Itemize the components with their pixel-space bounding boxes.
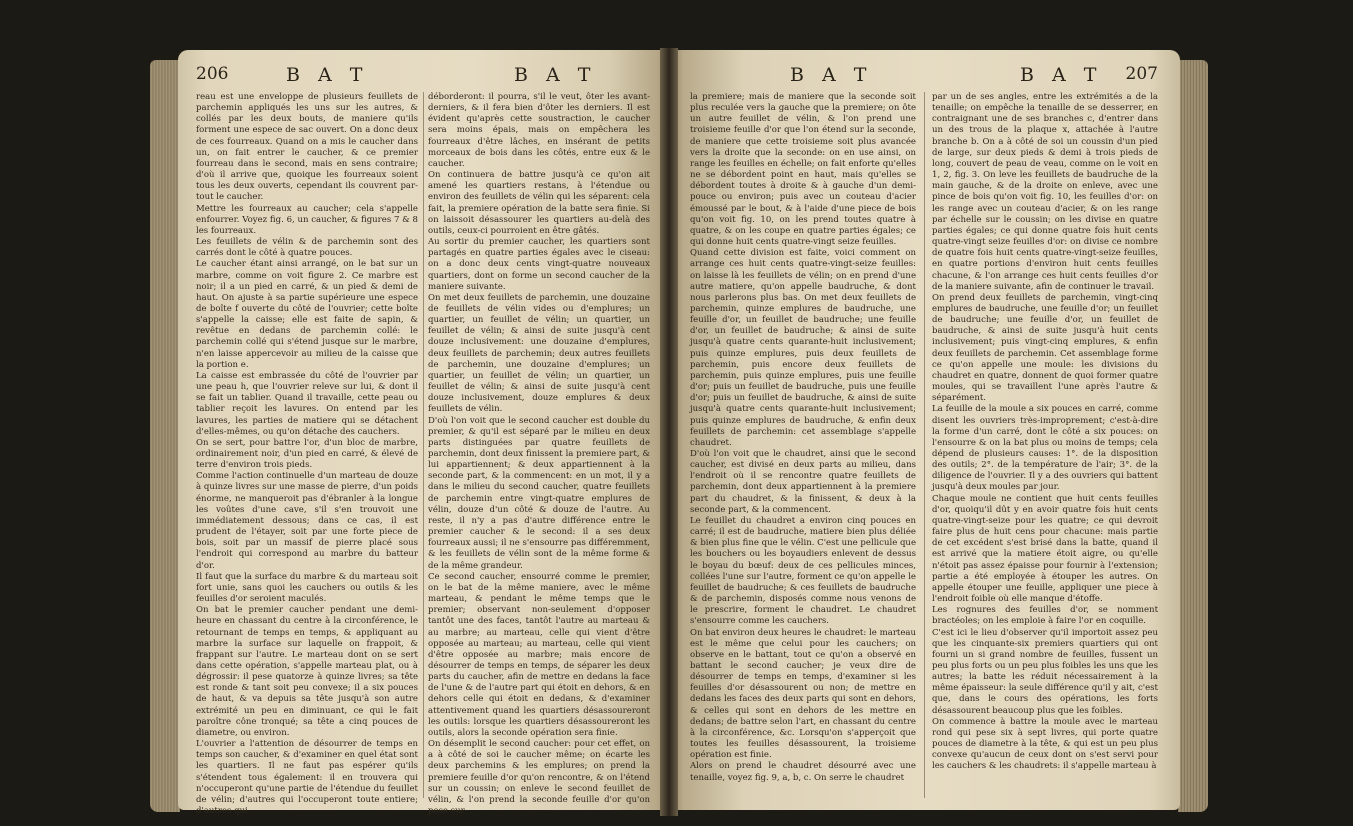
right-running-head-1: B A T <box>790 64 873 86</box>
right-running-head-2: B A T <box>1020 64 1103 86</box>
right-page-header <box>690 64 1158 86</box>
left-page-edges <box>150 60 180 812</box>
left-page-number: 206 <box>196 64 229 84</box>
left-running-head-2: B A T <box>514 64 597 86</box>
left-page-column-2: déborderont: il pourra, s'il le veut, ôter les avant-derniers, & il fera bien d'ôter les derniers. Il est évident qu'après cette soustraction, le caucher sera moins épais, mais on empêchera les fourreaux d'être lâches, en insérant de petits morceaux de bois dans les côtés, entre eux & le caucher. On continuera de battre jusqu'à ce qu'on ait amené les quartiers restans, à l'étendue ou environ des feuillets de vélin qui les séparent: cela fait, la premiere opération de la batte sera finie. Si on laissoit désassourer les quartiers au-delà des outils, ceux-ci pourroient en être gâtés. Au sortir du premier caucher, les quartiers sont partagés en quatre parties égales avec le ciseau: on a donc deux cents vingt-quatre nouveaux quartiers, dont on forme un second caucher de la maniere suivante. On met deux feuillets de parchemin, une douzaine de feuillets de vélin vides ou d'emplures; un quartier, un feuillet de vélin; un quartier, un feuillet de vélin; & ainsi de suite jusqu'à cent douze inclusivement: une douzaine d'emplures, deux feuillets de parchemin; deux autres feuillets de parchemin, une douzaine d'emplures; un quartier, un feuillet de vélin; un quartier, un feuillet de vélin; & ainsi de suite jusqu'à cent douze inclusivement, douze emplures & deux feuillets de vélin. D'où l'on voit que le second caucher est double du premier, & qu'il est séparé par le milieu en deux parts distinguées par quatre feuillets de parchemin, dont deux finissent la premiere part, & lui appartiennent; & deux appartiennent à la seconde part, & la commencent: en un mot, il y a dans le milieu du second caucher, quatre feuillets de parchemin entre vingt-quatre emplures de vélin, douze d'un côté & douze de l'autre. Au reste, il n'y a pas d'autre différence entre le premier caucher & le second: il a ses deux fourreaux aussi; il ne s'ensourre pas différemment, & les feuillets de vélin sont de la même forme & de la même grandeur. Ce second caucher, ensourré comme le premier, on le bat de la même maniere, avec le même marteau, & pendant le même temps que le premier; observant non-seulement d'opposer tantôt une des faces, tantôt l'autre au marteau & au marbre; au marteau, celle qui vient d'être opposée au marteau; au marteau, celle qui vient d'être opposée au marbre; mais encore de désourrer de temps en temps, de séparer les deux parts du caucher, afin de mettre en dedans la face de l'une & de l'autre part qui étoit en dehors, & en dehors celle qui étoit en dedans, & d'examiner attentivement quand les quartiers désassoureront les outils: lorsque les quartiers désassoureront les outils, alors la seconde opération sera finie. On désemplit le second caucher: pour cet effet, on a à côté de soi le caucher même; on écarte les deux parchemins & les emplures; on prend la premiere feuille d'or qu'on rencontre, & on l'étend sur un coussin; on enleve le second feuillet de vélin, & l'on prend la seconde feuille d'or qu'on pose sur <box>428 92 650 816</box>
right-page-edges <box>1178 60 1208 812</box>
book-gutter <box>660 48 678 816</box>
right-page-column-2: par un de ses angles, entre les extrémités a de la tenaille; on empêche la tenaille de se desserrer, en contraignant une de ses branches c, d'entrer dans un des trous de la plaque x, attachée à l'autre branche b. On a à côté de soi un coussin d'un pied de large, sur deux pieds & demi à trois pieds de long, couvert de peau de veau, comme on le voit en 1, 2, fig. 3. On leve les feuillets de baudruche de la main gauche, & de la droite on enleve, avec une pince de bois qu'on voit fig. 10, les feuilles d'or: on les range avec un couteau d'acier, & on les range par échelle sur le coussin; on les divise en quatre parties égales; ce qui donne quatre fois huit cents quatre-vingt seize feuilles d'or: on divise ce nombre de quatre fois huit cents quatre-vingt-seize feuilles, en quatre portions d'environ huit cents feuilles chacune, & l'on arrange ces huit cents feuilles d'or de la maniere suivante, afin de continuer le travail. On prend deux feuillets de parchemin, vingt-cinq emplures de baudruche, une feuille d'or; un feuillet de baudruche; une feuille d'or, un feuillet de baudruche, & ainsi de suite jusqu'à huit cents inclusivement; puis vingt-cinq emplures, & enfin deux feuillets de parchemin. Cet assemblage forme ce qu'on appelle une moule: les divisions du chaudret en quatre, donnent de quoi former quatre moules, qui se travaillent l'une après l'autre & séparément. La feuille de la moule a six pouces en carré, comme disent les ouvriers très-improprement; c'est-à-dire la forme d'un carré, dont le côté a six pouces: on l'ensourre & on la bat plus ou moins de temps; cela dépend de plusieurs causes: 1°. de la disposition des outils; 2°. de la température de l'air; 3°. de la diligence de l'ouvrier. Il y a des ouvriers qui battent jusqu'à deux moules par jour. Chaque moule ne contient que huit cents feuilles d'or, quoiqu'il dût y en avoir quatre fois huit cents quatre-vingt-seize pour les quatre; ce qui devroit faire plus de huit cens pour chacune: mais partie de cet excédent s'est brisé dans la batte, quand il est arrivé que la matiere étoit aigre, ou qu'elle n'étoit pas assez épaisse pour fournir à l'extension; partie a été employée à étouper les autres. On appelle étouper une feuille, appliquer une piece à l'endroit foible où elle manque d'étoffe. Les rognures des feuilles d'or, se nomment bractéoles; on les emploie à faire l'or en coquille. C'est ici le lieu d'observer qu'il importoit assez peu que les cinquante-six premiers quartiers qui ont fourni un si grand nombre de feuilles, fussent un peu plus forts ou un peu plus foibles les uns que les autres; la batte les réduit nécessairement à la même épaisseur: la seule différence qu'il y ait, c'est que, dans le cours des opérations, les forts désassourent beaucoup plus que les foibles. On commence à battre la moule avec le marteau rond qui pese six à sept livres, qui porte quatre pouces de diametre à la tête, & qui est un peu plus convexe qu'aucun de ceux dont on s'est servi pour les cauchers & les chaudrets: il s'appelle marteau à <box>932 92 1158 772</box>
right-column-rule <box>924 92 925 798</box>
left-running-head-1: B A T <box>286 64 369 86</box>
right-page <box>668 50 1180 810</box>
right-page-number: 207 <box>1125 64 1158 84</box>
left-column-rule <box>423 92 424 798</box>
right-page-column-1: la premiere; mais de maniere que la seconde soit plus reculée vers la gauche que la premiere; on ôte un autre feuillet de vélin, & l'on prend une troisieme feuille d'or que l'on étend sur la seconde, de maniere que cette troisieme soit plus avancée vers la droite que la seconde: on en use ainsi, on range les feuilles en échelle; on fait enforte qu'elles ne se débordent point en haut, mais qu'elles se débordent toutes à droite & à gauche d'un demi-pouce ou environ; puis avec un couteau d'acier émoussé par le bout, & à l'aide d'une piece de bois qu'on voit fig. 10, on les prend toutes quatre à quatre, & on les coupe en quatre parties égales; ce qui donne huit cents quatre-vingt seize feuilles. Quand cette division est faite, voici comment on arrange ces huit cents quatre-vingt-seize feuilles: on laisse là les feuillets de vélin; on en prend d'une autre matiere, qu'on appelle baudruche, & dont nous parlerons plus bas. On met deux feuillets de parchemin, quinze emplures de baudruche, une feuille d'or, un feuillet de baudruche; une feuille d'or, un feuillet de baudruche; & ainsi de suite jusqu'à quatre cents quarante-huit inclusivement; puis quinze emplures, puis deux feuillets de parchemin, puis encore deux feuillets de parchemin, puis quinze emplures, puis une feuille d'or; puis un feuillet de baudruche, puis une feuille d'or; puis un feuillet de baudruche, & ainsi de suite jusqu'à quatre cents quarante-huit inclusivement; puis quinze emplures de baudruche, & enfin deux feuillets de parchemin: cet assemblage s'appelle chaudret. D'où l'on voit que le chaudret, ainsi que le second caucher, est divisé en deux parts au milieu, dans l'endroit où il se rencontre quatre feuillets de parchemin, dont deux appartiennent à la premiere part du chaudret, & la finissent, & deux à la seconde part, & la commencent. Le feuillet du chaudret a environ cinq pouces en carré; il est de baudruche, matiere bien plus déliée & bien plus fine que le vélin. C'est une pellicule que les bouchers ou les boyaudiers enlevent de dessus le boyau du bœuf: deux de ces pellicules minces, collées l'une sur l'autre, forment ce qu'on appelle le feuillet de baudruche; & ces feuillets de baudruche & de parchemin, disposés comme nous venons de le prescrire, forment le chaudret. Le chaudret s'ensourre comme les cauchers. On bat environ deux heures le chaudret: le marteau est le même que celui pour les cauchers; on observe en le battant, tout ce qu'on a observé en battant le second caucher; je veux dire de désourrer de temps en temps, d'examiner si les feuilles d'or désassourent ou non; de mettre en dedans les faces des deux parts qui sont en dehors, & celles qui sont en dehors de les mettre en dedans; de battre selon l'art, en chassant du centre à la circonférence, &c. Lorsqu'on s'apperçoit que toutes les feuilles désassourent, la troisieme opération est finie. Alors on prend le chaudret désourré avec une tenaille, voyez fig. 9, a, b, c. On serre le chaudret <box>690 92 916 783</box>
left-page-column-1: reau est une enveloppe de plusieurs feuillets de parchemin appliqués les uns sur les autres, & collés par les deux bouts, de maniere qu'ils forment une espece de sac ouvert. On a donc deux de ces fourreaux. Quand on a mis le caucher dans un, on fait entrer le caucher, & ce premier fourreau dans le second, mais en sens contraire; d'où il arrive que, quoique les fourreaux soient tous les deux ouverts, cependant ils couvrent par-tout le caucher. Mettre les fourreaux au caucher; cela s'appelle enfourrer. Voyez fig. 6, un caucher, & figures 7 & 8 les fourreaux. Les feuillets de vélin & de parchemin sont des carrés dont le côté à quatre pouces. Le caucher étant ainsi arrangé, on le bat sur un marbre, comme on voit figure 2. Ce marbre est noir; il a un pied en carré, & un pied & demi de haut. On ajuste à sa partie supérieure une espece de boîte f ouverte du côté de l'ouvrier; cette boîte s'appelle la caisse; elle est faite de sapin, & revêtue en dedans de parchemin collé: le parchemin collé qui s'étend jusque sur le marbre, n'en laisse appercevoir au milieu de la caisse que la portion e. La caisse est embrassée du côté de l'ouvrier par une peau h, que l'ouvrier releve sur lui, & dont il se fait un tablier. Quand il travaille, cette peau ou tablier reçoit les lavures. On entend par les lavures, les parties de matiere qui se détachent d'elles-mêmes, ou qu'on détache des cauchers. On se sert, pour battre l'or, d'un bloc de marbre, ordinairement noir, d'un pied en carré, & élevé de terre d'environ trois pieds. Comme l'action continuelle d'un marteau de douze à quinze livres sur une masse de pierre, d'un poids énorme, ne manqueroit pas d'ébranler à la longue les voûtes d'une cave, s'il s'en trouvoit une immédiatement dessous; dans ce cas, il est prudent de l'étayer, soit par une forte piece de bois, soit par un massif de pierre placé sous l'endroit qui correspond au marbre du batteur d'or. Il faut que la surface du marbre & du marteau soit fort unie, sans quoi les cauchers ou outils & les feuilles d'or seroient maculés. On bat le premier caucher pendant une demi-heure en chassant du centre à la circonférence, le retournant de temps en temps, & appliquant au marbre la surface sur laquelle on frappoit, & frappant sur l'autre. Le marteau dont on se sert dans cette opération, s'appelle marteau plat, ou à dégrossir: il pese quatorze à quinze livres; sa tête est ronde & tant soit peu convexe; il a six pouces de haut, & va depuis sa tête jusqu'à son autre extrémité un peu en diminuant, ce qui le fait paroître cône tronqué; sa tête a cinq pouces de diametre, ou environ. L'ouvrier a l'attention de désourrer de temps en temps son caucher, & d'examiner en quel état sont les quartiers. Il ne faut pas espérer qu'ils s'étendent tous également: il en trouvera qui n'occuperont qu'une partie de l'étendue du feuillet de vélin; d'autres qui l'occuperont toute entiere; d'autres qui <box>196 92 418 816</box>
left-page-header <box>196 64 648 86</box>
left-page <box>178 50 668 816</box>
